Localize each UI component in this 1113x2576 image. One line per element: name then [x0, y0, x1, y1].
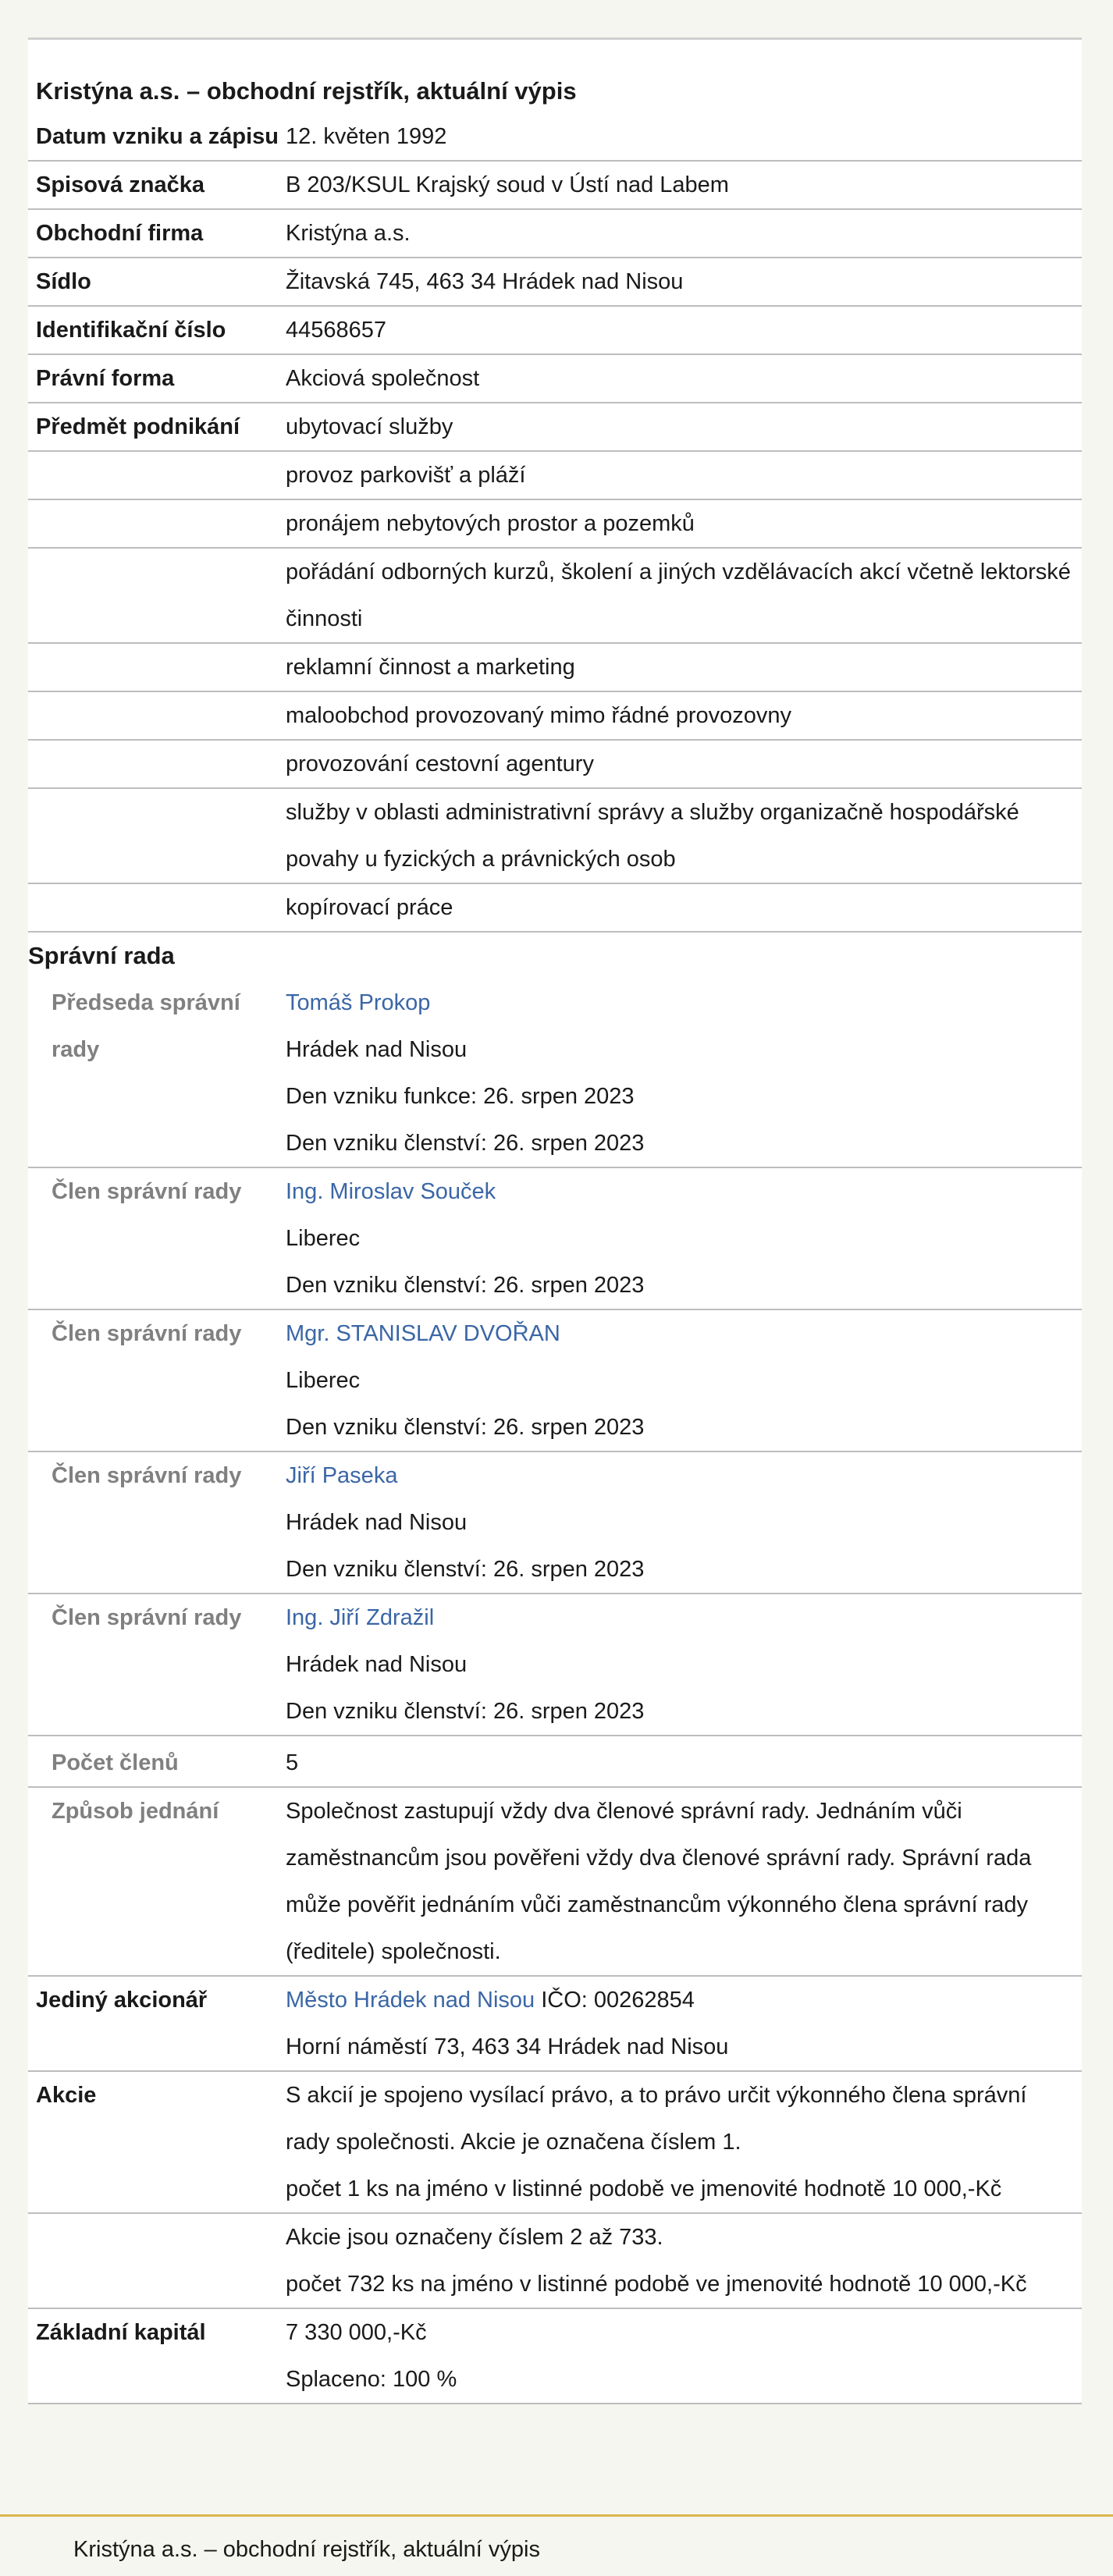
- row-ico: [28, 306, 1082, 354]
- row-member-count: [28, 1739, 1082, 1787]
- register-table: [28, 113, 1082, 2404]
- member-name-link[interactable]: Ing. Jiří Zdražil: [286, 1605, 435, 1630]
- shareholder-ico: IČO: 00262854: [541, 1988, 695, 2013]
- value-file-number: B 203/KSUL Krajský soud v Ústí nad Labem: [286, 161, 1082, 209]
- row-business: [28, 499, 1082, 548]
- board-member-row: [28, 1167, 1082, 1309]
- row-business: [28, 643, 1082, 691]
- member-role: Člen správní rady: [28, 1451, 286, 1594]
- business-item: služby v oblasti administrativní správy a služby organizačně hospodářské povahy u fyzických a právnických osob: [286, 788, 1082, 883]
- shares-count: počet 732 ks na jméno v listinné podobě ve jmenovité hodnotě 10 000,-Kč: [286, 2272, 1027, 2297]
- label-file-number: Spisová značka: [28, 161, 286, 209]
- label-member-count: Počet členů: [28, 1739, 286, 1787]
- row-date: [28, 113, 1082, 161]
- shares-count: počet 1 ks na jméno v listinné podobě ve jmenovité hodnotě 10 000,-Kč: [286, 2176, 1002, 2201]
- member-role: Člen správní rady: [28, 1167, 286, 1309]
- top-divider: [28, 0, 1082, 40]
- row-capital: [28, 2308, 1082, 2404]
- value-seat: Žitavská 745, 463 34 Hrádek nad Nisou: [286, 258, 1082, 306]
- capital-paid: Splaceno: 100 %: [286, 2367, 457, 2392]
- member-role: Člen správní rady: [28, 1309, 286, 1451]
- label-date: Datum vzniku a zápisu: [28, 113, 286, 161]
- member-city: Hrádek nad Nisou: [286, 1652, 468, 1677]
- label-seat: Sídlo: [28, 258, 286, 306]
- footer: [0, 2514, 1113, 2576]
- label-company-name: Obchodní firma: [28, 209, 286, 258]
- label-shareholder: Jediný akcionář: [28, 1976, 286, 2071]
- capital-value: 7 330 000,-Kč: [286, 2320, 427, 2345]
- row-file-number: [28, 161, 1082, 209]
- label-capital: Základní kapitál: [28, 2308, 286, 2404]
- row-acting: [28, 1787, 1082, 1976]
- footer-title: Kristýna a.s. – obchodní rejstřík, aktuální výpis: [73, 2537, 540, 2562]
- business-item: reklamní činnost a marketing: [286, 643, 1082, 691]
- business-item: kopírovací práce: [286, 883, 1082, 932]
- board-member-row: [28, 1309, 1082, 1451]
- member-name-link[interactable]: Mgr. STANISLAV DVOŘAN: [286, 1321, 560, 1346]
- board-member-row: [28, 1451, 1082, 1594]
- shareholder-address: Horní náměstí 73, 463 34 Hrádek nad Nisou: [286, 2034, 729, 2059]
- member-membership-date: Den vzniku členství: 26. srpen 2023: [286, 1415, 645, 1440]
- business-item: provoz parkovišť a pláží: [286, 451, 1082, 499]
- value-company-name: Kristýna a.s.: [286, 209, 1082, 258]
- label-acting: Způsob jednání: [28, 1787, 286, 1976]
- member-membership-date: Den vzniku členství: 26. srpen 2023: [286, 1699, 645, 1724]
- shares-description: S akcií je spojeno vysílací právo, a to právo určit výkonného člena správní rady společnosti. Akcie je označena číslem 1.: [286, 2083, 1027, 2155]
- value-legal-form: Akciová společnost: [286, 354, 1082, 403]
- row-company-name: [28, 209, 1082, 258]
- business-item: pořádání odborných kurzů, školení a jiných vzdělávacích akcí včetně lektorské činnosti: [286, 548, 1082, 643]
- member-membership-date: Den vzniku členství: 26. srpen 2023: [286, 1557, 645, 1582]
- member-city: Hrádek nad Nisou: [286, 1510, 468, 1535]
- member-name-link[interactable]: Tomáš Prokop: [286, 990, 431, 1015]
- member-city: Liberec: [286, 1368, 361, 1393]
- row-seat: [28, 258, 1082, 306]
- member-membership-date: Den vzniku členství: 26. srpen 2023: [286, 1131, 645, 1156]
- shareholder-link[interactable]: Město Hrádek nad Nisou: [286, 1988, 535, 2013]
- member-role: Předseda správní rady: [28, 979, 286, 1167]
- board-section-title: Správní rada: [28, 942, 175, 969]
- row-business: [28, 403, 1082, 451]
- value-ico: 44568657: [286, 306, 1082, 354]
- value-member-count: 5: [286, 1739, 1082, 1787]
- row-business: [28, 691, 1082, 740]
- member-function-date: Den vzniku funkce: 26. srpen 2023: [286, 1084, 635, 1109]
- member-city: Liberec: [286, 1226, 361, 1251]
- row-shares: [28, 2071, 1082, 2213]
- row-business: [28, 788, 1082, 883]
- member-name-link[interactable]: Ing. Miroslav Souček: [286, 1179, 496, 1204]
- business-item: maloobchod provozovaný mimo řádné provozovny: [286, 691, 1082, 740]
- member-name-link[interactable]: Jiří Paseka: [286, 1463, 398, 1488]
- register-extract: [28, 0, 1082, 2404]
- shares-description: Akcie jsou označeny číslem 2 až 733.: [286, 2225, 663, 2250]
- member-city: Hrádek nad Nisou: [286, 1037, 468, 1062]
- value-date: 12. květen 1992: [286, 113, 1082, 161]
- row-shares: [28, 2213, 1082, 2308]
- board-member-row: [28, 1594, 1082, 1736]
- member-role: Člen správní rady: [28, 1594, 286, 1736]
- row-business: [28, 740, 1082, 788]
- label-shares: Akcie: [28, 2071, 286, 2213]
- member-membership-date: Den vzniku členství: 26. srpen 2023: [286, 1273, 645, 1298]
- row-business: [28, 451, 1082, 499]
- value-acting: Společnost zastupují vždy dva členové správní rady. Jednáním vůči zaměstnancům jsou pověřeni vždy dva členové správní rady. Správní rada může pověřit jednáním vůči zaměstnancům výkonného člena správní rady (ředitele) společnosti.: [286, 1787, 1082, 1976]
- business-item: pronájem nebytových prostor a pozemků: [286, 499, 1082, 548]
- business-item: ubytovací služby: [286, 403, 1082, 451]
- label-legal-form: Právní forma: [28, 354, 286, 403]
- business-item: provozování cestovní agentury: [286, 740, 1082, 788]
- label-ico: Identifikační číslo: [28, 306, 286, 354]
- row-business: [28, 548, 1082, 643]
- board-member-row: [28, 979, 1082, 1167]
- page-title: Kristýna a.s. – obchodní rejstřík, aktuální výpis: [36, 77, 577, 105]
- row-shareholder: [28, 1976, 1082, 2071]
- row-board-title: [28, 932, 1082, 979]
- row-legal-form: [28, 354, 1082, 403]
- label-business: Předmět podnikání: [28, 403, 286, 451]
- row-business: [28, 883, 1082, 932]
